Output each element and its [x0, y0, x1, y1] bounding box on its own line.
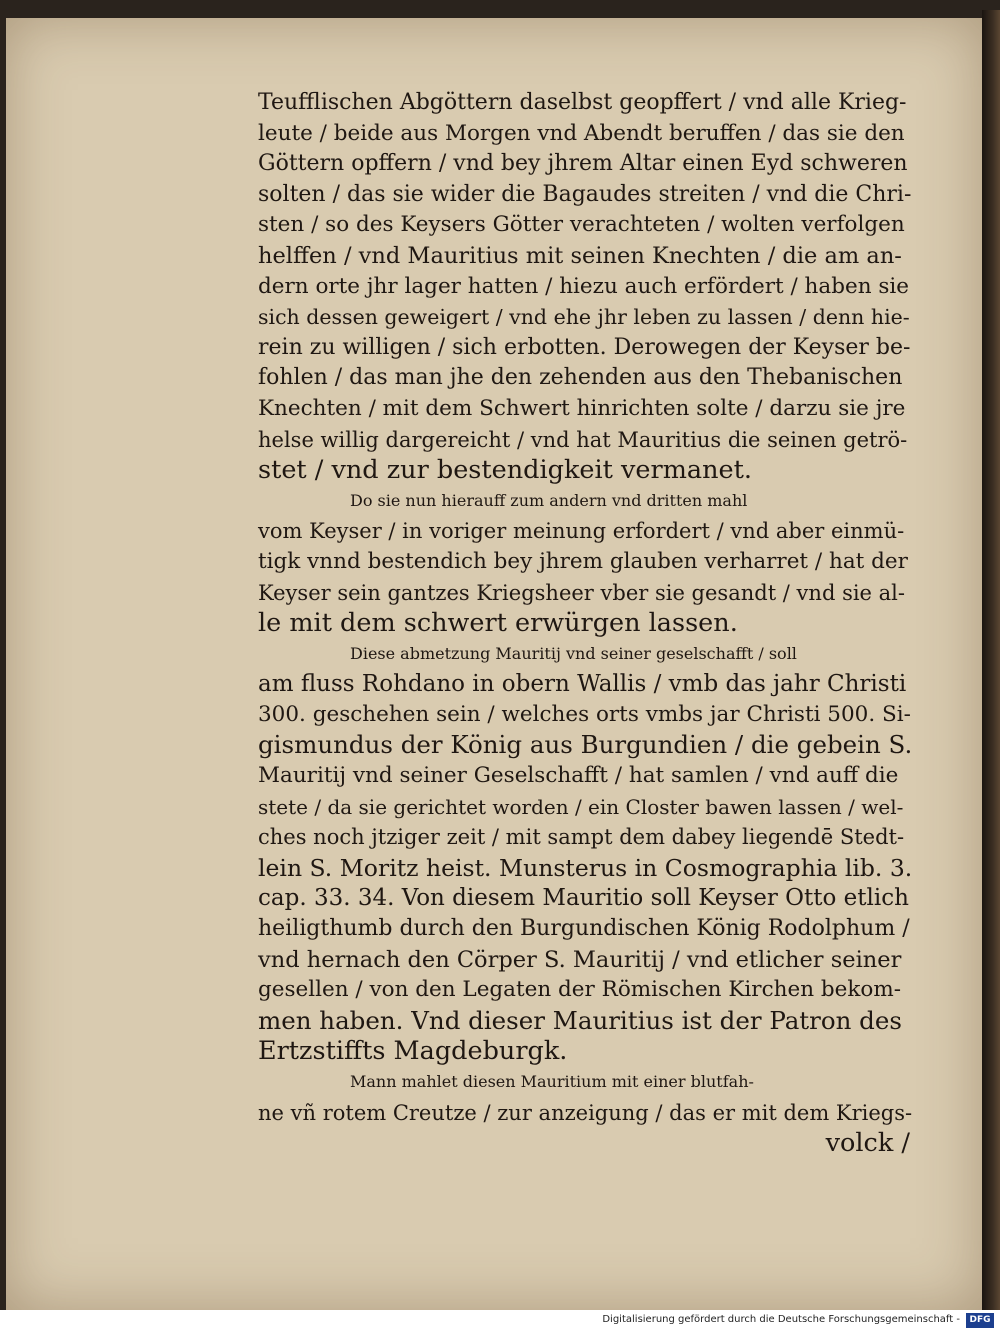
text-line: Ertzstiffts Magdeburgk.	[258, 1036, 568, 1067]
text-line: ches noch jtziger zeit / mit sampt dem dabey liegendē Stedt-	[258, 825, 905, 850]
text-line: vnd hernach den Cörper S. Mauritij / vnd etlicher seiner	[258, 946, 902, 973]
text-line: stete / da sie gerichtet worden / ein Closter bawen lassen / wel-	[258, 794, 904, 819]
text-line: dern orte jhr lager hatten / hiezu auch erfördert / haben sie	[258, 273, 910, 299]
text-line: solten / das sie wider die Bagaudes streiten / vnd die Chri-	[258, 181, 912, 207]
text-line: men haben. Vnd dieser Mauritius ist der Patron des	[258, 1005, 902, 1035]
text-line: Keyser sein gantzes Kriegsheer vber sie gesandt / vnd sie al-	[258, 580, 905, 605]
text-line: am fluss Rohdano in obern Wallis / vmb das jahr Christi	[258, 671, 907, 698]
text-line: lein S. Moritz heist. Munsterus in Cosmographia lib. 3.	[258, 853, 913, 882]
body-text	[258, 88, 913, 1159]
text-line: le mit dem schwert erwürgen lassen.	[258, 608, 738, 639]
text-line: leute / beide aus Morgen vnd Abendt beruffen / das sie den	[258, 120, 905, 146]
text-line: Mauritij vnd seiner Geselschafft / hat samlen / vnd auff die	[258, 763, 899, 789]
text-line: gismundus der König aus Burgundien / die gebein S.	[258, 730, 913, 760]
text-line: heiligthumb durch den Burgundischen König Rodolphum /	[258, 916, 910, 942]
text-line: tigk vnnd bestendich bey jhrem glauben verharret / hat der	[258, 548, 908, 574]
text-line: vom Keyser / in voriger meinung erfordert / vnd aber einmü-	[258, 519, 905, 544]
text-line: stet / vnd zur bestendigkeit vermanet.	[258, 455, 752, 486]
text-line: Diese abmetzung Mauritij vnd seiner geselschafft / soll	[350, 643, 797, 663]
text-line: sten / so des Keysers Götter verachteten / wolten verfolgen	[258, 212, 905, 238]
text-line: gesellen / von den Legaten der Römischen Kirchen bekom-	[258, 977, 901, 1003]
text-line: Do sie nun hierauff zum andern vnd dritten mahl	[350, 490, 748, 510]
text-line: helffen / vnd Mauritius mit seinen Knechten / die am an-	[258, 242, 902, 269]
text-line: Teufflischen Abgöttern daselbst geopffert / vnd alle Krieg-	[258, 90, 907, 115]
text-line: sich dessen geweigert / vnd ehe jhr leben zu lassen / denn hie-	[258, 305, 910, 330]
catchword: volck /	[825, 1128, 910, 1159]
text-line: Göttern opffern / vnd bey jhrem Altar einen Eyd schweren	[258, 151, 908, 177]
text-line: ne vñ rotem Creutze / zur anzeigung / das er mit dem Kriegs-	[258, 1100, 913, 1125]
text-line: cap. 33. 34. Von diesem Mauritio soll Keyser Otto etlich	[258, 885, 909, 912]
text-line: rein zu willigen / sich erbotten. Derowegen der Keyser be-	[258, 334, 911, 360]
text-line: 300. geschehen sein / welches orts vmbs jar Christi 500. Si-	[258, 701, 911, 727]
footer-bar	[0, 1310, 1000, 1333]
text-line: Knechten / mit dem Schwert hinrichten solte / darzu sie jre	[258, 395, 906, 421]
text-line: fohlen / das man jhe den zehenden aus den Thebanischen	[258, 365, 903, 391]
text-line: Mann mahlet diesen Mauritium mit einer blutfah-	[350, 1072, 754, 1091]
book-page	[6, 18, 982, 1310]
page-edge	[982, 10, 1000, 1310]
dfg-logo-icon: DFG	[966, 1313, 994, 1328]
text-line: helse willig dargereicht / vnd hat Mauritius die seinen getrö-	[258, 427, 908, 452]
funding-notice: Digitalisierung gefördert durch die Deutsche Forschungsgemeinschaft -	[602, 1314, 960, 1325]
